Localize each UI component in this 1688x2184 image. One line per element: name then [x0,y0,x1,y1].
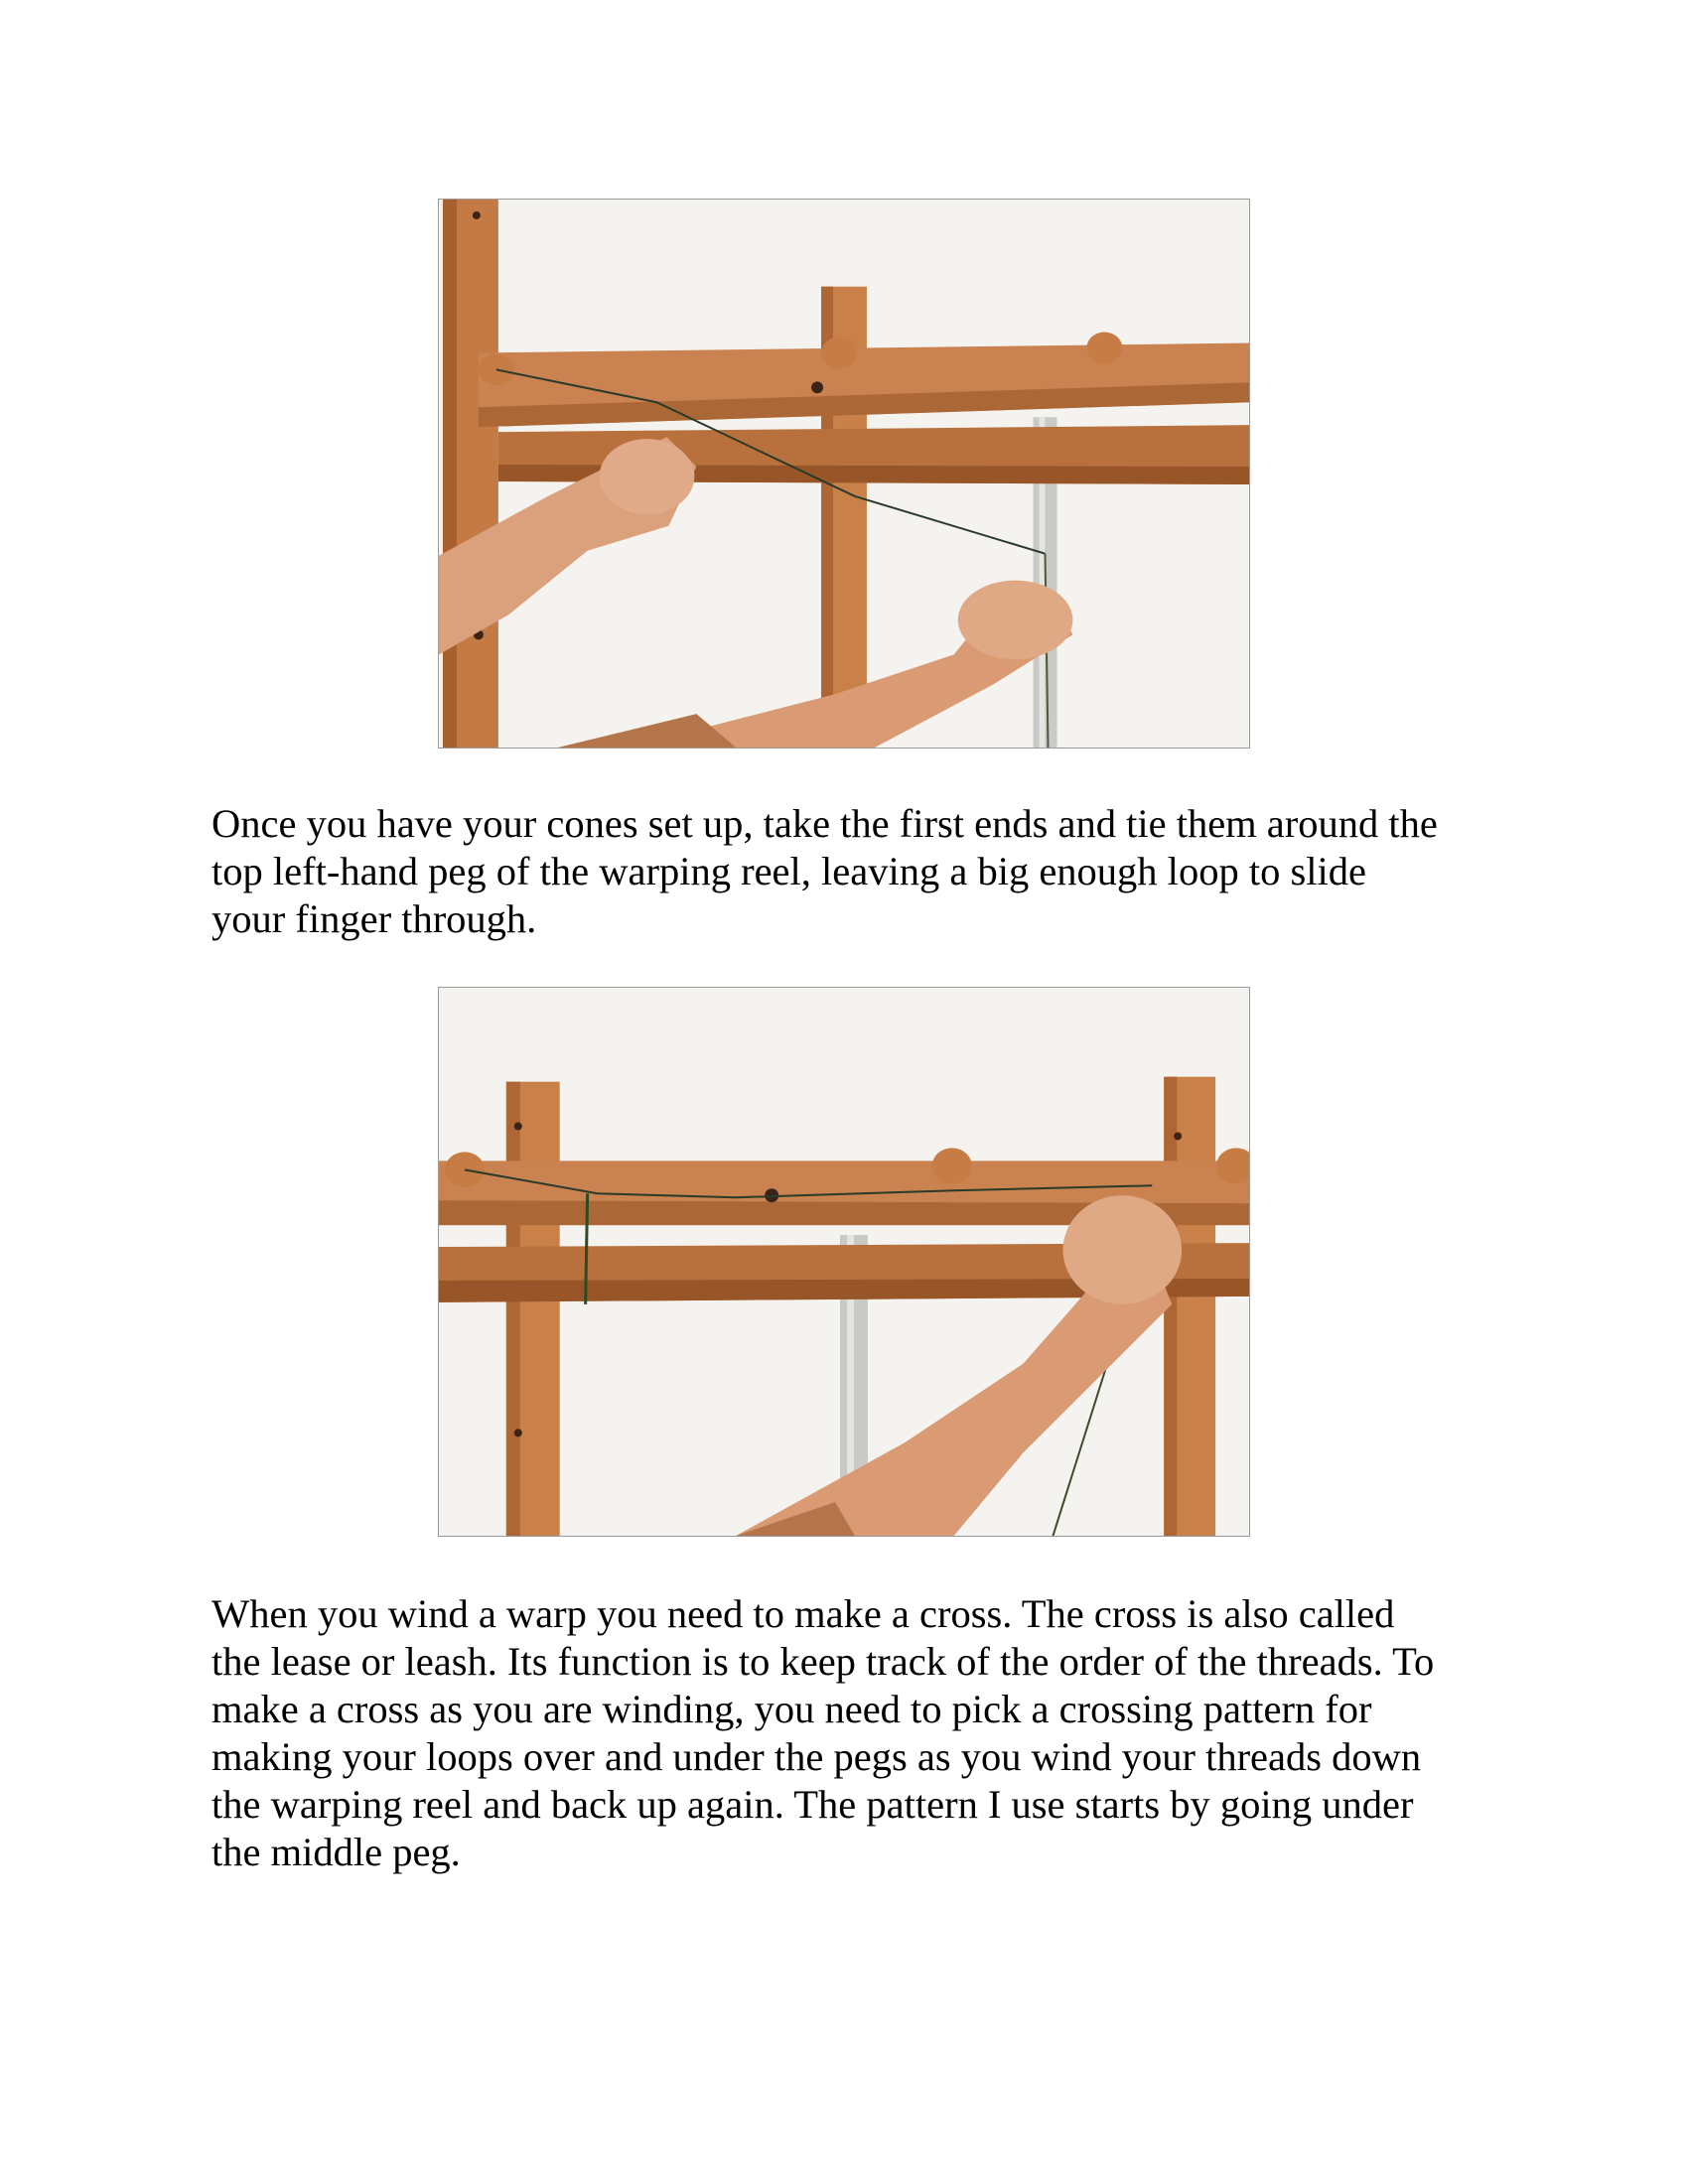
paragraph-line: When you wind a warp you need to make a cross. The cross is also called [211,1591,1395,1636]
paragraph-line: your finger through. [211,896,537,941]
paragraph-line: making your loops over and under the pegs as you wind your threads down [211,1734,1422,1779]
paragraph-line: the lease or leash. Its function is to keep track of the order of the threads. To [211,1639,1435,1684]
paragraph-make-cross [211,1590,1502,1876]
paragraph-line: make a cross as you are winding, you need to pick a crossing pattern for [211,1687,1372,1731]
paragraph-line: Once you have your cones set up, take the first ends and tie them around the [211,801,1438,846]
warping-reel-tie-photo [438,199,1250,749]
warping-reel-photo-icon [439,200,1249,748]
paragraph-line: the warping reel and back up again. The pattern I use starts by going under [211,1782,1414,1827]
paragraph-line: the middle peg. [211,1830,461,1874]
paragraph-tie-first-ends [211,800,1502,943]
warping-reel-cross-photo-icon [439,988,1249,1536]
paragraph-line: top left-hand peg of the warping reel, leaving a big enough loop to slide [211,849,1366,893]
warping-reel-cross-photo [438,987,1250,1537]
